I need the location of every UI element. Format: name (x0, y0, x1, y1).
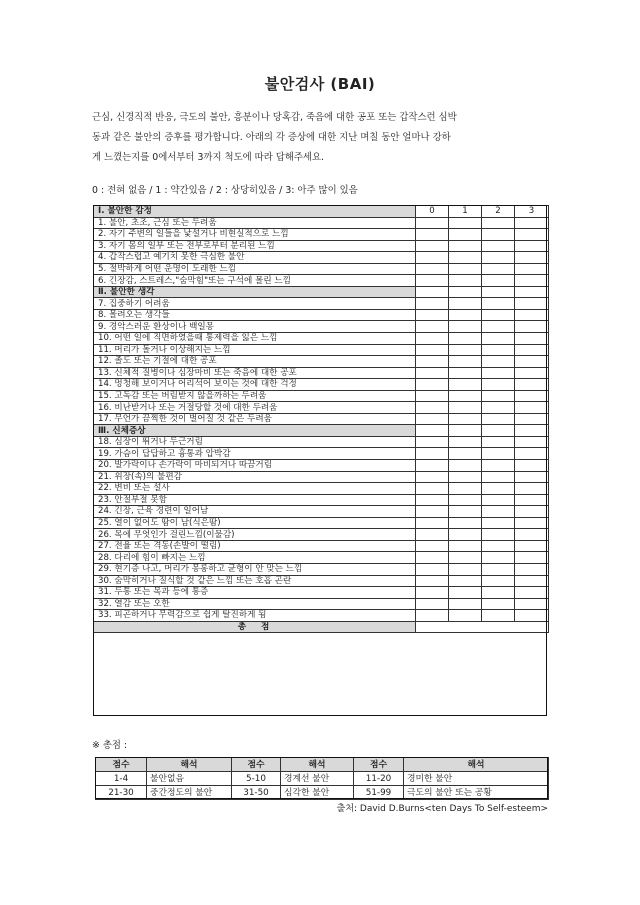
score-cell[interactable] (449, 390, 482, 402)
score-cell[interactable] (449, 402, 482, 414)
score-cell[interactable] (449, 344, 482, 356)
score-cell[interactable] (482, 598, 515, 610)
score-cell[interactable] (416, 298, 449, 310)
symptom-row (94, 275, 549, 287)
score-cell[interactable] (449, 598, 482, 610)
symptom-label: 2. 자기 주변의 일들을 낯설거나 비현실적으로 느낌 (94, 229, 416, 241)
score-header: 2 (482, 206, 515, 218)
score-cell[interactable] (416, 344, 449, 356)
total-row (94, 621, 549, 633)
symptom-row (94, 529, 549, 541)
interpretation-text: 중간정도의 불안 (147, 786, 232, 800)
score-range: 21-30 (96, 786, 147, 800)
score-cell[interactable] (515, 298, 549, 310)
score-cell[interactable] (482, 575, 515, 587)
score-cell[interactable] (482, 436, 515, 448)
symptom-row (94, 356, 549, 368)
page-title: 불안검사 (BAI) (264, 75, 376, 93)
symptom-row (94, 575, 549, 587)
symptom-row (94, 460, 549, 472)
symptom-row (94, 413, 549, 425)
score-cell[interactable] (515, 425, 549, 437)
symptom-row (94, 598, 549, 610)
score-cell[interactable] (515, 390, 549, 402)
symptom-row (94, 402, 549, 414)
total-score-cell[interactable] (416, 621, 549, 633)
score-cell[interactable] (515, 575, 549, 587)
score-cell[interactable] (482, 448, 515, 460)
score-cell[interactable] (482, 540, 515, 552)
score-cell[interactable] (449, 356, 482, 368)
score-cell[interactable] (449, 587, 482, 599)
interpretation-text: 극도의 불안 또는 공황 (404, 786, 549, 800)
source-citation: 출처: David D.Burns<ten Days To Self-esteem> (336, 804, 548, 814)
symptom-label: 9. 경악스러운 환상이나 백일몽 (94, 321, 416, 333)
symptom-label: 5. 절박하게 어떤 운명이 도래한 느낌 (94, 263, 416, 275)
score-cell[interactable] (416, 460, 449, 472)
score-cell[interactable] (482, 240, 515, 252)
symptom-label: 14. 멍청해 보이거나 어리석어 보이는 것에 대한 걱정 (94, 379, 416, 391)
score-cell[interactable] (449, 436, 482, 448)
score-cell[interactable] (416, 506, 449, 518)
score-cell[interactable] (449, 517, 482, 529)
symptom-label: 6. 긴장감, 스트레스,"숨막힘"또는 구석에 몰린 느낌 (94, 275, 416, 287)
score-cell[interactable] (482, 379, 515, 391)
section-label: Ⅱ. 불안한 생각 (94, 286, 416, 298)
symptom-label: 11. 머리가 돌거나 이상해지는 느낌 (94, 344, 416, 356)
score-cell[interactable] (515, 610, 549, 622)
score-cell[interactable] (449, 563, 482, 575)
symptom-label: 33. 피곤하거나 무력감으로 쉽게 탈진하게 됨 (94, 610, 416, 622)
score-cell[interactable] (515, 587, 549, 599)
score-cell[interactable] (482, 229, 515, 241)
score-cell[interactable] (515, 229, 549, 241)
intro-line: 근심, 신경직적 반응, 극도의 불안, 흥분이나 당혹감, 죽음에 대한 공포 또는 갑작스런 심박 (92, 112, 457, 123)
score-cell[interactable] (449, 275, 482, 287)
score-cell[interactable] (515, 309, 549, 321)
score-cell[interactable] (515, 552, 549, 564)
score-cell[interactable] (449, 425, 482, 437)
score-cell[interactable] (449, 240, 482, 252)
score-cell[interactable] (416, 229, 449, 241)
score-cell[interactable] (515, 275, 549, 287)
score-cell[interactable] (449, 286, 482, 298)
score-cell[interactable] (482, 402, 515, 414)
score-cell[interactable] (515, 483, 549, 495)
symptom-row (94, 471, 549, 483)
score-cell[interactable] (449, 309, 482, 321)
score-cell[interactable] (416, 448, 449, 460)
score-cell[interactable] (416, 552, 449, 564)
score-cell[interactable] (482, 413, 515, 425)
score-cell[interactable] (482, 587, 515, 599)
symptom-table (93, 205, 549, 633)
score-cell[interactable] (482, 390, 515, 402)
score-cell[interactable] (416, 240, 449, 252)
score-cell[interactable] (515, 356, 549, 368)
score-cell[interactable] (449, 471, 482, 483)
score-header: 0 (416, 206, 449, 218)
symptom-label: 22. 변비 또는 설사 (94, 483, 416, 495)
score-cell[interactable] (449, 529, 482, 541)
score-cell[interactable] (482, 252, 515, 264)
score-cell[interactable] (416, 563, 449, 575)
score-cell[interactable] (416, 483, 449, 495)
interpretation-text: 불안없음 (147, 772, 232, 786)
section-header-row (94, 206, 549, 218)
score-cell[interactable] (482, 275, 515, 287)
score-cell[interactable] (449, 229, 482, 241)
symptom-row (94, 252, 549, 264)
symptom-label: 4. 갑작스럽고 예기치 못한 극심한 불안 (94, 252, 416, 264)
score-cell[interactable] (515, 471, 549, 483)
score-cell[interactable] (515, 344, 549, 356)
score-cell[interactable] (515, 367, 549, 379)
symptom-label: 20. 발가락이나 손가락이 마비되거나 따끔거림 (94, 460, 416, 472)
total-label: 총 점 (94, 621, 416, 633)
score-cell[interactable] (416, 367, 449, 379)
symptom-row (94, 321, 549, 333)
score-cell[interactable] (482, 610, 515, 622)
section-label: Ⅰ. 불안한 감정 (94, 206, 416, 218)
score-header: 1 (449, 206, 482, 218)
score-cell[interactable] (449, 321, 482, 333)
score-cell[interactable] (515, 517, 549, 529)
score-cell[interactable] (482, 344, 515, 356)
interpretation-text: 경계선 불안 (281, 772, 354, 786)
total-note: ※ 총점 : (92, 740, 128, 751)
score-cell[interactable] (449, 552, 482, 564)
score-cell[interactable] (482, 483, 515, 495)
symptom-label: 24. 긴장, 근육 경련이 일어남 (94, 506, 416, 518)
score-cell[interactable] (416, 575, 449, 587)
symptom-label: 25. 열이 없어도 땀이 남(식은땀) (94, 517, 416, 529)
score-cell[interactable] (416, 517, 449, 529)
score-cell[interactable] (416, 217, 449, 229)
symptom-label: 7. 집중하기 어려움 (94, 298, 416, 310)
section-label: Ⅲ. 신체증상 (94, 425, 416, 437)
score-cell[interactable] (449, 540, 482, 552)
interpretation-row (96, 786, 549, 800)
score-cell[interactable] (416, 436, 449, 448)
score-cell[interactable] (515, 563, 549, 575)
score-cell[interactable] (482, 563, 515, 575)
score-cell[interactable] (515, 494, 549, 506)
symptom-row (94, 517, 549, 529)
symptom-row (94, 298, 549, 310)
score-cell[interactable] (482, 367, 515, 379)
score-cell[interactable] (515, 263, 549, 275)
score-range-header: 점수 (354, 758, 404, 772)
interpretation-header: 해석 (281, 758, 354, 772)
score-cell[interactable] (482, 529, 515, 541)
score-cell[interactable] (416, 610, 449, 622)
symptom-row (94, 587, 549, 599)
score-cell[interactable] (449, 367, 482, 379)
score-cell[interactable] (416, 275, 449, 287)
score-cell[interactable] (482, 425, 515, 437)
score-range: 1-4 (96, 772, 147, 786)
symptom-label: 13. 신체적 질병이나 심장마비 또는 죽음에 대한 공포 (94, 367, 416, 379)
symptom-label: 18. 심장이 뛰거나 두근거림 (94, 436, 416, 448)
score-cell[interactable] (515, 460, 549, 472)
symptom-row (94, 367, 549, 379)
symptom-row (94, 552, 549, 564)
score-range-header: 점수 (232, 758, 281, 772)
score-cell[interactable] (416, 263, 449, 275)
score-cell[interactable] (482, 356, 515, 368)
symptom-label: 32. 열감 또는 오한 (94, 598, 416, 610)
score-cell[interactable] (416, 494, 449, 506)
score-cell[interactable] (416, 413, 449, 425)
score-cell[interactable] (482, 460, 515, 472)
symptom-row (94, 436, 549, 448)
symptom-row (94, 483, 549, 495)
score-cell[interactable] (515, 321, 549, 333)
symptom-label: 16. 비난받거나 또는 거절당할 것에 대한 두려움 (94, 402, 416, 414)
symptom-label: 15. 고독감 또는 버림받지 않을까하는 두려움 (94, 390, 416, 402)
symptom-label: 12. 졸도 또는 기절에 대한 공포 (94, 356, 416, 368)
score-cell[interactable] (482, 286, 515, 298)
symptom-row (94, 563, 549, 575)
score-cell[interactable] (515, 402, 549, 414)
score-cell[interactable] (482, 217, 515, 229)
interpretation-header: 해석 (404, 758, 549, 772)
score-cell[interactable] (416, 356, 449, 368)
score-cell[interactable] (482, 263, 515, 275)
score-cell[interactable] (482, 333, 515, 345)
score-cell[interactable] (482, 506, 515, 518)
score-cell[interactable] (515, 286, 549, 298)
symptom-label: 23. 안절부절 못함 (94, 494, 416, 506)
symptom-row (94, 229, 549, 241)
interpretation-row (96, 772, 549, 786)
score-cell[interactable] (449, 252, 482, 264)
score-cell[interactable] (515, 529, 549, 541)
scale-legend: 0 : 전혀 없음 / 1 : 약간있음 / 2 : 상당히있음 / 3: 아주 많이 있음 (92, 185, 358, 196)
score-cell[interactable] (515, 506, 549, 518)
score-cell[interactable] (515, 379, 549, 391)
score-range: 5-10 (232, 772, 281, 786)
score-cell[interactable] (416, 321, 449, 333)
interpretation-table (95, 757, 549, 800)
interpretation-header-row (96, 758, 549, 772)
score-cell[interactable] (482, 298, 515, 310)
symptom-row (94, 494, 549, 506)
score-cell[interactable] (416, 333, 449, 345)
score-cell[interactable] (515, 240, 549, 252)
symptom-row (94, 309, 549, 321)
score-range: 51-99 (354, 786, 404, 800)
score-cell[interactable] (515, 252, 549, 264)
symptom-row (94, 379, 549, 391)
symptom-label: 17. 무언가 끔찍한 것이 벌어질 것 같은 두려움 (94, 413, 416, 425)
score-range-header: 점수 (96, 758, 147, 772)
symptom-label: 1. 불안, 초조, 근심 또는 두려움 (94, 217, 416, 229)
symptom-row (94, 390, 549, 402)
score-cell[interactable] (449, 263, 482, 275)
symptom-label: 29. 현기증 나고, 머리가 몽롱하고 균형이 안 맞는 느낌 (94, 563, 416, 575)
score-cell[interactable] (482, 321, 515, 333)
score-cell[interactable] (515, 217, 549, 229)
score-cell[interactable] (416, 425, 449, 437)
symptom-label: 27. 전율 또는 격동(손발이 떨림) (94, 540, 416, 552)
symptom-label: 19. 가슴이 답답하고 흉통과 압박감 (94, 448, 416, 460)
score-cell[interactable] (449, 217, 482, 229)
score-cell[interactable] (416, 598, 449, 610)
symptom-row (94, 240, 549, 252)
score-cell[interactable] (416, 252, 449, 264)
score-header: 3 (515, 206, 549, 218)
score-cell[interactable] (482, 552, 515, 564)
symptom-label: 10. 어떤 일에 직면하였을때 통제력을 잃은 느낌 (94, 333, 416, 345)
score-cell[interactable] (416, 471, 449, 483)
score-cell[interactable] (449, 575, 482, 587)
score-cell[interactable] (416, 402, 449, 414)
interpretation-header: 해석 (147, 758, 232, 772)
score-cell[interactable] (449, 413, 482, 425)
symptom-label: 28. 다리에 힘이 빠지는 느낌 (94, 552, 416, 564)
score-cell[interactable] (482, 309, 515, 321)
score-cell[interactable] (515, 436, 549, 448)
symptom-row (94, 333, 549, 345)
score-cell[interactable] (515, 413, 549, 425)
score-cell[interactable] (449, 460, 482, 472)
score-cell[interactable] (449, 483, 482, 495)
symptom-row (94, 506, 549, 518)
symptom-label: 3. 자기 몸의 일부 또는 전부로부터 분리된 느낌 (94, 240, 416, 252)
symptom-row (94, 217, 549, 229)
score-cell[interactable] (482, 494, 515, 506)
score-cell[interactable] (416, 379, 449, 391)
symptom-row (94, 448, 549, 460)
symptom-label: 31. 두통 또는 목과 등에 통증 (94, 587, 416, 599)
score-cell[interactable] (515, 448, 549, 460)
score-cell[interactable] (416, 286, 449, 298)
score-cell[interactable] (482, 517, 515, 529)
symptom-row (94, 540, 549, 552)
intro-line: 게 느꼈는지를 0에서부터 3까지 척도에 따라 답해주세요. (92, 152, 325, 163)
score-cell[interactable] (449, 333, 482, 345)
score-cell[interactable] (449, 379, 482, 391)
score-cell[interactable] (416, 540, 449, 552)
score-cell[interactable] (482, 471, 515, 483)
score-cell[interactable] (449, 448, 482, 460)
score-cell[interactable] (416, 309, 449, 321)
score-cell[interactable] (449, 494, 482, 506)
interpretation-text: 경미한 불안 (404, 772, 549, 786)
score-cell[interactable] (416, 587, 449, 599)
symptom-label: 8. 몰려오는 생각들 (94, 309, 416, 321)
score-cell[interactable] (449, 298, 482, 310)
score-cell[interactable] (449, 506, 482, 518)
score-cell[interactable] (515, 333, 549, 345)
section-header-row (94, 286, 549, 298)
symptom-row (94, 344, 549, 356)
score-cell[interactable] (515, 598, 549, 610)
section-header-row (94, 425, 549, 437)
symptom-row (94, 263, 549, 275)
score-range: 11-20 (354, 772, 404, 786)
intro-line: 동과 같은 불안의 증후를 평가합니다. 아래의 각 증상에 대한 지난 며칠 동안 얼마나 강하 (92, 132, 451, 143)
symptom-label: 30. 숨막히거나 질식할 것 같은 느낌 또는 호흡 곤란 (94, 575, 416, 587)
intro-paragraph (92, 108, 552, 168)
symptom-label: 21. 위장(속)의 불편감 (94, 471, 416, 483)
score-cell[interactable] (416, 390, 449, 402)
score-cell[interactable] (416, 529, 449, 541)
score-range: 31-50 (232, 786, 281, 800)
symptom-label: 26. 목에 무엇인가 걸린느낌(이물감) (94, 529, 416, 541)
symptom-row (94, 610, 549, 622)
score-cell[interactable] (515, 540, 549, 552)
score-cell[interactable] (449, 610, 482, 622)
interpretation-text: 심각한 불안 (281, 786, 354, 800)
